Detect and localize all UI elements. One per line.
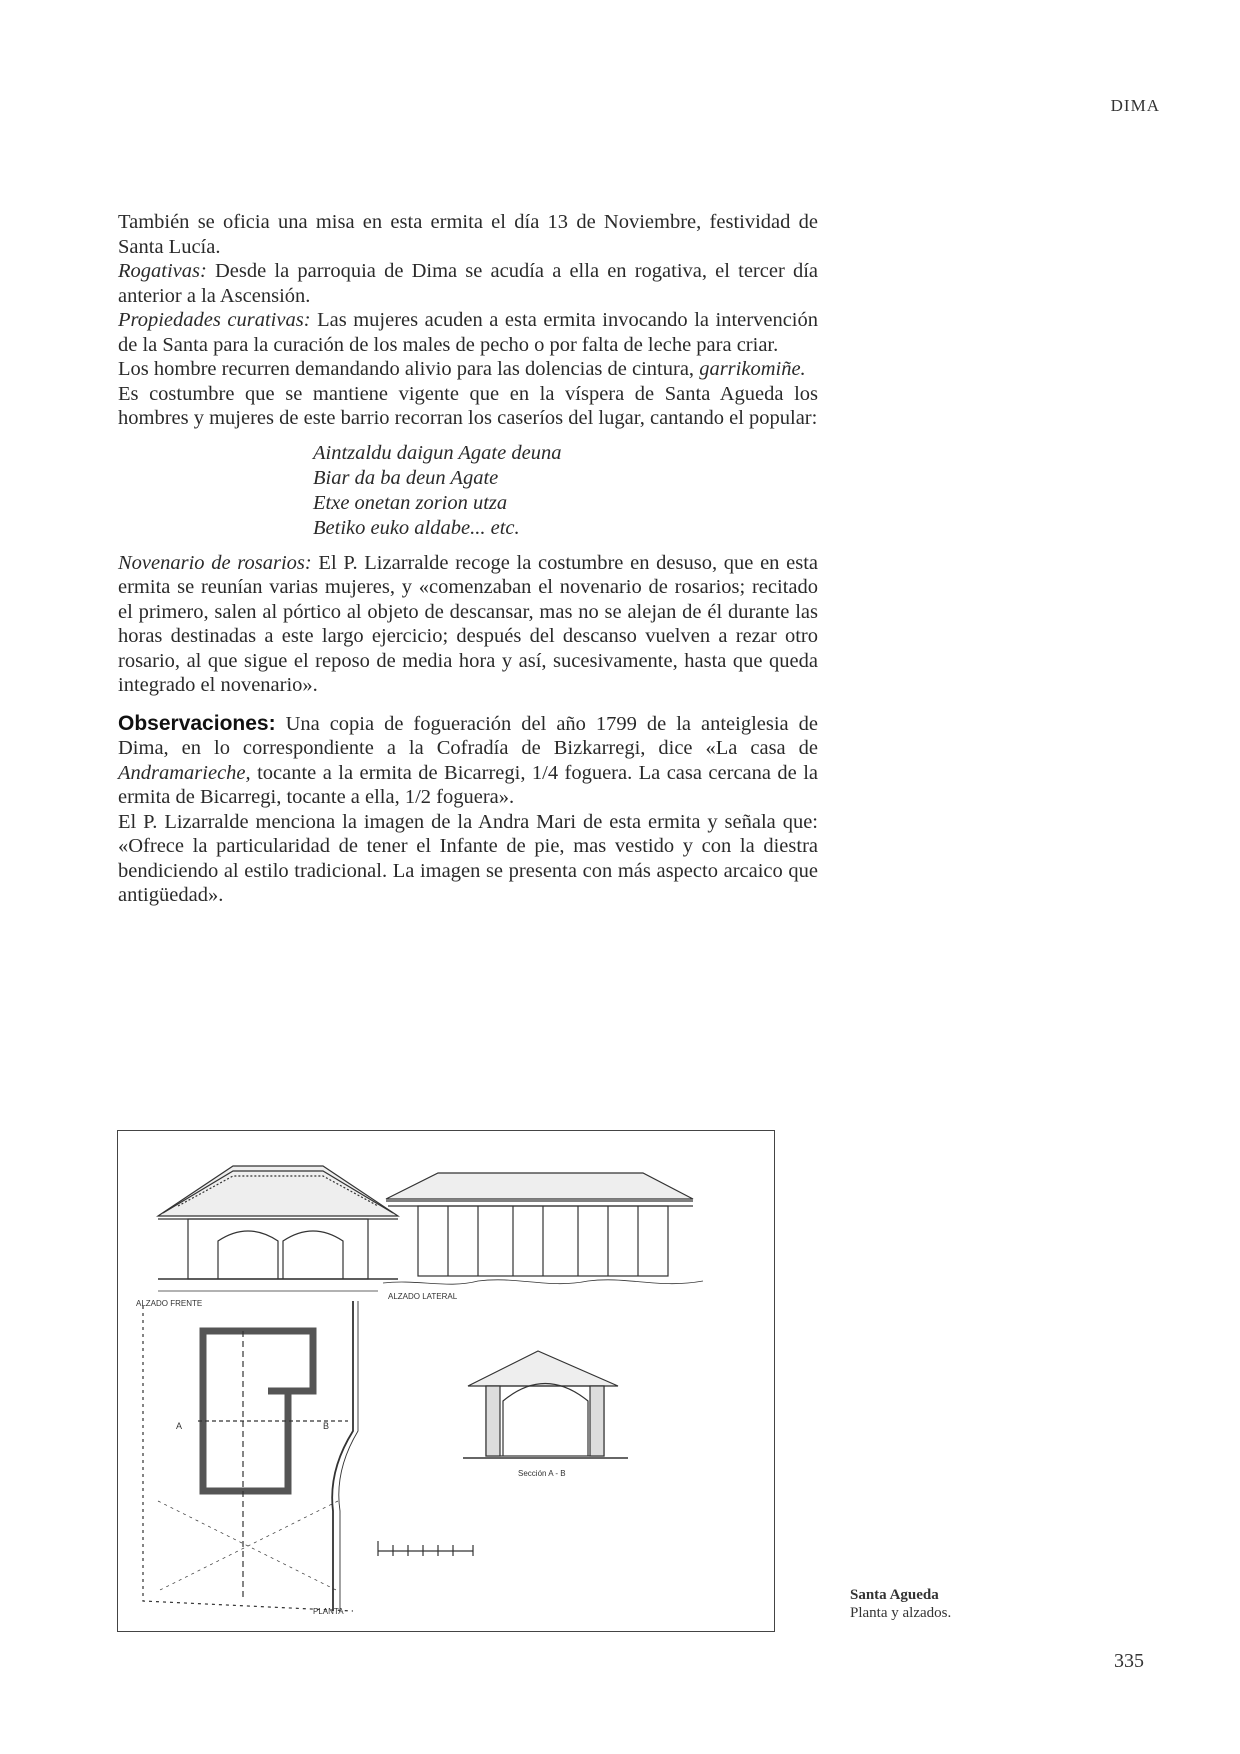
poem-line: Etxe onetan zorion utza: [313, 491, 508, 514]
p2-text: Desde la parroquia de Dima se acudía a ella en rogativa, el tercer día anterior a la Ascensión.: [118, 260, 818, 307]
caption-subtitle: Planta y alzados.: [850, 1605, 952, 1621]
running-head: DIMA: [1110, 96, 1160, 115]
paragraph-1: [118, 210, 818, 259]
floor-plan: [143, 1301, 358, 1616]
p7-term: Andramarieche,: [118, 761, 251, 784]
paragraph-7: [118, 712, 818, 810]
p3-text: Las mujeres acuden a esta ermita invocando la intervención de la Santa para la curación de los males de pecho o por falta de leche para criar.: [118, 309, 818, 356]
poem-line: Betiko euko aldabe... etc.: [313, 516, 520, 539]
p7-text-a: Una copia de fogueración del año 1799 de la anteiglesia de Dima, en lo correspondiente a la Cofradía de Bizkarregi, dice «La casa de: [118, 712, 818, 759]
p6-lead: Novenario de rosarios:: [118, 551, 312, 574]
drawing-svg: [118, 1131, 774, 1631]
side-elevation-label: ALZADO LATERAL: [388, 1292, 458, 1301]
paragraph-2: [118, 259, 818, 308]
p4-text: Los hombre recurren demandando alivio para las dolencias de cintura,: [118, 358, 695, 380]
poem-line: Aintzaldu daigun Agate deuna: [313, 441, 562, 464]
p2-lead: Rogativas:: [118, 260, 207, 282]
p4-term: garrikomiñe.: [699, 358, 806, 380]
section-a-b: [463, 1351, 628, 1478]
page-number: 335: [1114, 1650, 1144, 1672]
paragraph-3: [118, 308, 818, 357]
side-elevation: [383, 1173, 703, 1301]
p3-lead: Propiedades curativas:: [118, 309, 311, 331]
p7-lead: Observaciones:: [118, 711, 276, 735]
scale-bar: [378, 1541, 473, 1556]
front-elevation: [136, 1166, 398, 1308]
p8-text: El P. Lizarralde menciona la imagen de la Andra Mari de esta ermita y señala que: «Ofrece la particularidad de tener el Infante de pie, mas vestido y con la diestra bendiciendo al estilo tradicional. La imagen se presenta con más aspecto arcaico que antigüedad».: [118, 810, 818, 906]
caption-title: Santa Agueda: [850, 1587, 939, 1603]
poem: [313, 441, 818, 541]
paragraph-8: [118, 810, 818, 908]
paragraph-4: [118, 357, 818, 382]
p7-text-b: tocante a la ermita de Bicarregi, 1/4 foguera. La casa cercana de la ermita de Bicarregi, tocante a ella, 1/2 foguera».: [118, 761, 818, 808]
p5-text: Es costumbre que se mantiene vigente que en la víspera de Santa Agueda los hombres y mujeres de este barrio recorran los caseríos del lugar, cantando el popular:: [118, 382, 818, 429]
poem-line: Biar da ba deun Agate: [313, 466, 499, 489]
section-label: Sección A - B: [518, 1469, 566, 1478]
architectural-drawing: [117, 1130, 775, 1632]
paragraph-5: [118, 382, 818, 431]
section-mark-b: B: [323, 1421, 330, 1431]
front-elevation-label: ALZADO FRENTE: [136, 1299, 203, 1308]
figure-caption: [850, 1586, 951, 1622]
body-text: [118, 210, 818, 908]
section-mark-a: A: [176, 1421, 183, 1431]
p1-text: También se oficia una misa en esta ermita el día 13 de Noviembre, festividad de Santa Lucía.: [118, 211, 818, 258]
paragraph-6: [118, 551, 818, 698]
p6-text: El P. Lizarralde recoge la costumbre en desuso, que en esta ermita se reunían varias mujeres, y «comenzaban el novenario de rosarios; recitado el primero, salen al pórtico al objeto de descansar, mas no se alejan de él durante las horas destinadas a este largo ejercicio; después del descanso vuelven a rezar otro rosario, al que sigue el reposo de media hora y así, sucesivamente, hasta que queda integrado el novenario».: [118, 551, 818, 696]
plan-label: PLANTA: [313, 1607, 344, 1616]
